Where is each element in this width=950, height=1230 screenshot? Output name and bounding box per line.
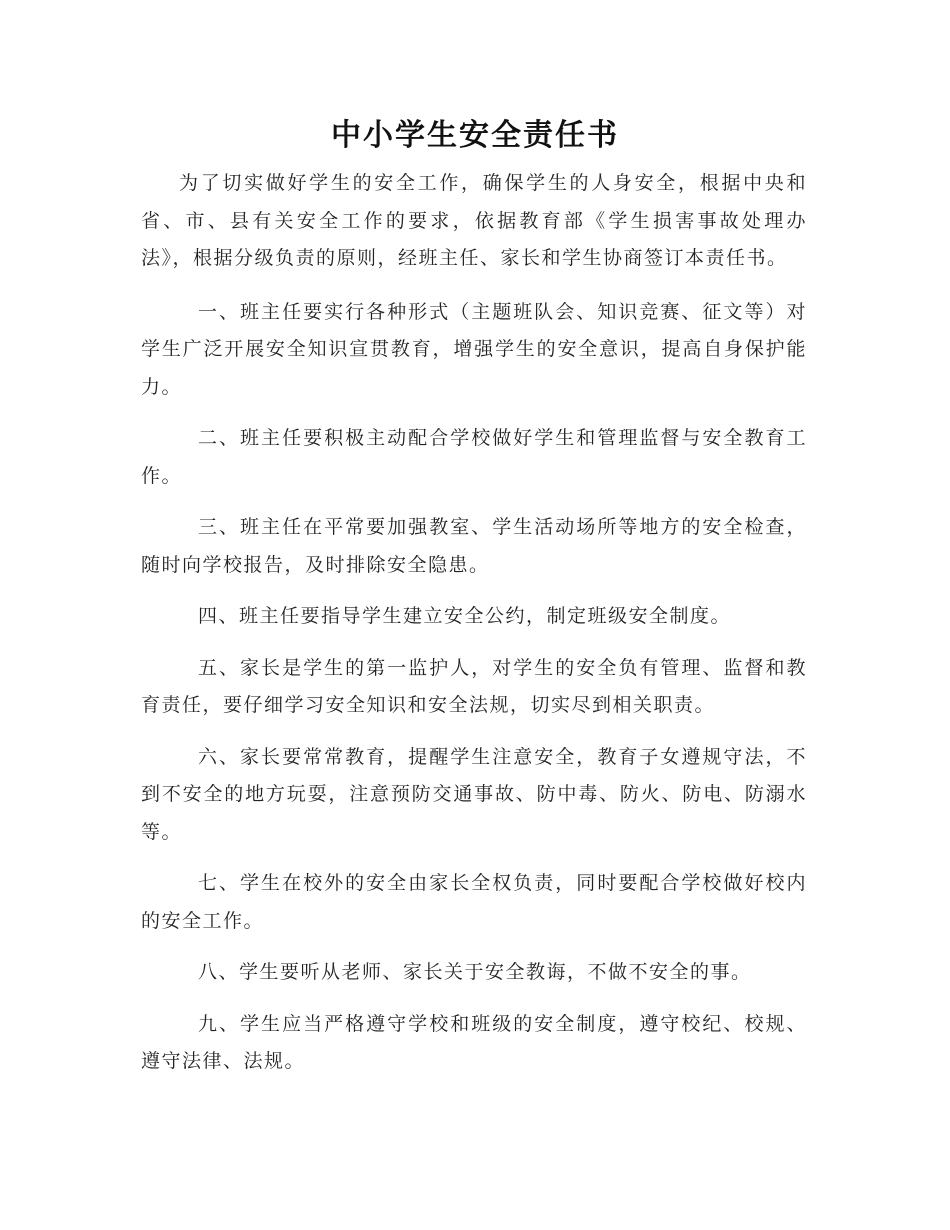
document-title: 中小学生安全责任书	[331, 118, 619, 153]
document-body	[141, 165, 807, 1095]
clause-4: 四、班主任要指导学生建立安全公约，制定班级安全制度。	[198, 605, 732, 627]
clause-8: 八、学生要听从老师、家长关于安全教诲，不做不安全的事。	[198, 961, 752, 983]
clause-1: 一、班主任要实行各种形式（主题班队会、知识竞赛、征文等）对学生广泛开展安全知识宣贯教育，增强学生的安全意识，提高自身保护能力。	[141, 300, 807, 398]
clause-2: 二、班主任要积极主动配合学校做好学生和管理监督与安全教育工作。	[141, 427, 807, 487]
clause-3: 三、班主任在平常要加强教室、学生活动场所等地方的安全检查，随时向学校报告，及时排除安全隐患。	[141, 516, 807, 576]
clause-7: 七、学生在校外的安全由家长全权负责，同时要配合学校做好校内的安全工作。	[141, 872, 807, 932]
clause-5: 五、家长是学生的第一监护人，对学生的安全负有管理、监督和教育责任，要仔细学习安全知识和安全法规，切实尽到相关职责。	[141, 656, 807, 716]
clause-9: 九、学生应当严格遵守学校和班级的安全制度，遵守校纪、校规、遵守法律、法规。	[141, 1012, 807, 1072]
clause-6: 六、家长要常常教育，提醒学生注意安全，教育子女遵规守法，不到不安全的地方玩耍，注意预防交通事故、防中毒、防火、防电、防溺水等。	[141, 745, 807, 843]
intro-paragraph: 为了切实做好学生的安全工作，确保学生的人身安全，根据中央和省、市、县有关安全工作的要求，依据教育部《学生损害事故处理办法》，根据分级负责的原则，经班主任、家长和学生协商签订本责任书。	[141, 172, 807, 269]
